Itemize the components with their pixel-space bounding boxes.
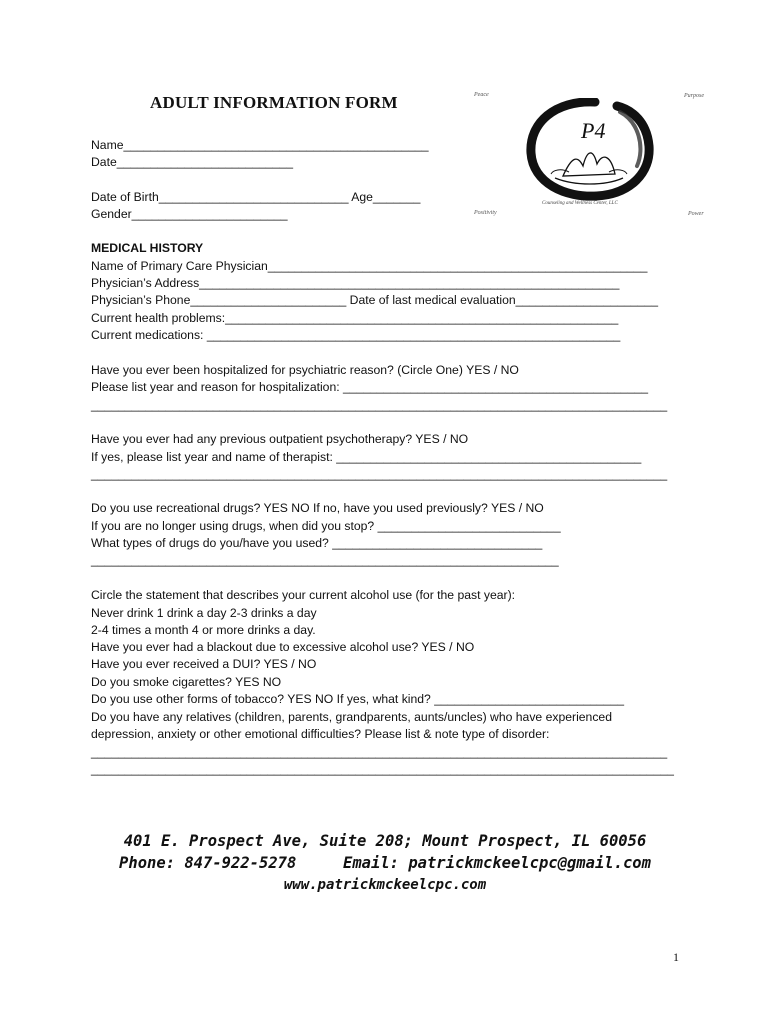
p4-logo [470,88,710,223]
primary-physician-field[interactable]: Name of Primary Care Physician________________________________________________________ [91,259,648,273]
footer-contact: Phone: 847-922-5278 Email: patrickmckeelcpc@gmail.com [119,854,651,872]
date-field[interactable]: Date__________________________ [91,155,293,169]
cigarettes-question: Do you smoke cigarettes? YES NO [91,675,282,689]
logo-tagline: Counseling and Wellness Center, LLC [542,201,618,206]
drugs-stop-field[interactable]: If you are no longer using drugs, when did you stop? ___________________________ [91,519,561,533]
hospitalized-question: Have you ever been hospitalized for psychiatric reason? (Circle One) YES / NO [91,363,519,377]
logo-word-purpose: Purpose [684,93,704,99]
medications-field[interactable]: Current medications: _____________________________________________________________ [91,328,621,342]
form-title: ADULT INFORMATION FORM [150,93,398,112]
dob-age-field[interactable]: Date of Birth____________________________ Age_______ [91,190,421,204]
psychotherapy-question: Have you ever had any previous outpatient psychotherapy? YES / NO [91,432,469,446]
alcohol-options-row-2: 2-4 times a month 4 or more drinks a day. [91,623,316,637]
enso-lotus-icon [525,98,655,203]
page-number: 1 [673,950,679,964]
gender-field[interactable]: Gender_______________________ [91,207,288,221]
physician-phone-field[interactable]: Physician’s Phone_______________________ Date of last medical evaluation_____________________ [91,293,658,307]
tobacco-question-field[interactable]: Do you use other forms of tobacco? YES NO If yes, what kind? ____________________________ [91,692,625,706]
relatives-question: Do you have any relatives (children, parents, grandparents, aunts/uncles) who have experienced [91,710,612,724]
dui-question: Have you ever received a DUI? YES / NO [91,657,317,671]
drug-types-extra-line[interactable]: _____________________________________________________________________ [91,553,559,567]
footer-address: 401 E. Prospect Ave, Suite 208; Mount Prospect, IL 60056 [123,832,647,850]
relatives-question-cont: depression, anxiety or other emotional difficulties? Please list & note type of disorder: [91,727,550,741]
blackout-question: Have you ever had a blackout due to excessive alcohol use? YES / NO [91,640,475,654]
physician-address-field[interactable]: Physician’s Address______________________________________________________________ [91,276,620,290]
logo-word-positivity: Positivity [474,210,497,216]
therapist-details-field[interactable]: If yes, please list year and name of therapist: _____________________________________________ [91,450,642,464]
alcohol-options-row-1: Never drink 1 drink a day 2-3 drinks a day [91,606,317,620]
recreational-drugs-question: Do you use recreational drugs? YES NO If no, have you used previously? YES / NO [91,501,544,515]
drug-types-field[interactable]: What types of drugs do you/have you used? _______________________________ [91,536,543,550]
therapist-extra-line[interactable]: _____________________________________________________________________________________ [91,467,668,481]
alcohol-statement-prompt: Circle the statement that describes your current alcohol use (for the past year): [91,588,516,602]
footer-website[interactable]: www.patrickmckeelcpc.com [283,877,487,893]
relatives-answer-line-1[interactable]: _____________________________________________________________________________________ [91,745,668,759]
hospitalization-details-field[interactable]: Please list year and reason for hospitalization: _____________________________________________ [91,380,649,394]
medical-history-heading: MEDICAL HISTORY [91,241,204,255]
logo-word-power: Power [688,211,704,217]
health-problems-field[interactable]: Current health problems:__________________________________________________________ [91,311,619,325]
hospitalization-extra-line[interactable]: _____________________________________________________________________________________ [91,398,668,412]
relatives-answer-line-2[interactable]: ______________________________________________________________________________________ [91,762,674,776]
logo-mark: P4 [581,118,606,143]
name-field[interactable]: Name_____________________________________________ [91,138,429,152]
logo-word-peace: Peace [474,92,489,98]
